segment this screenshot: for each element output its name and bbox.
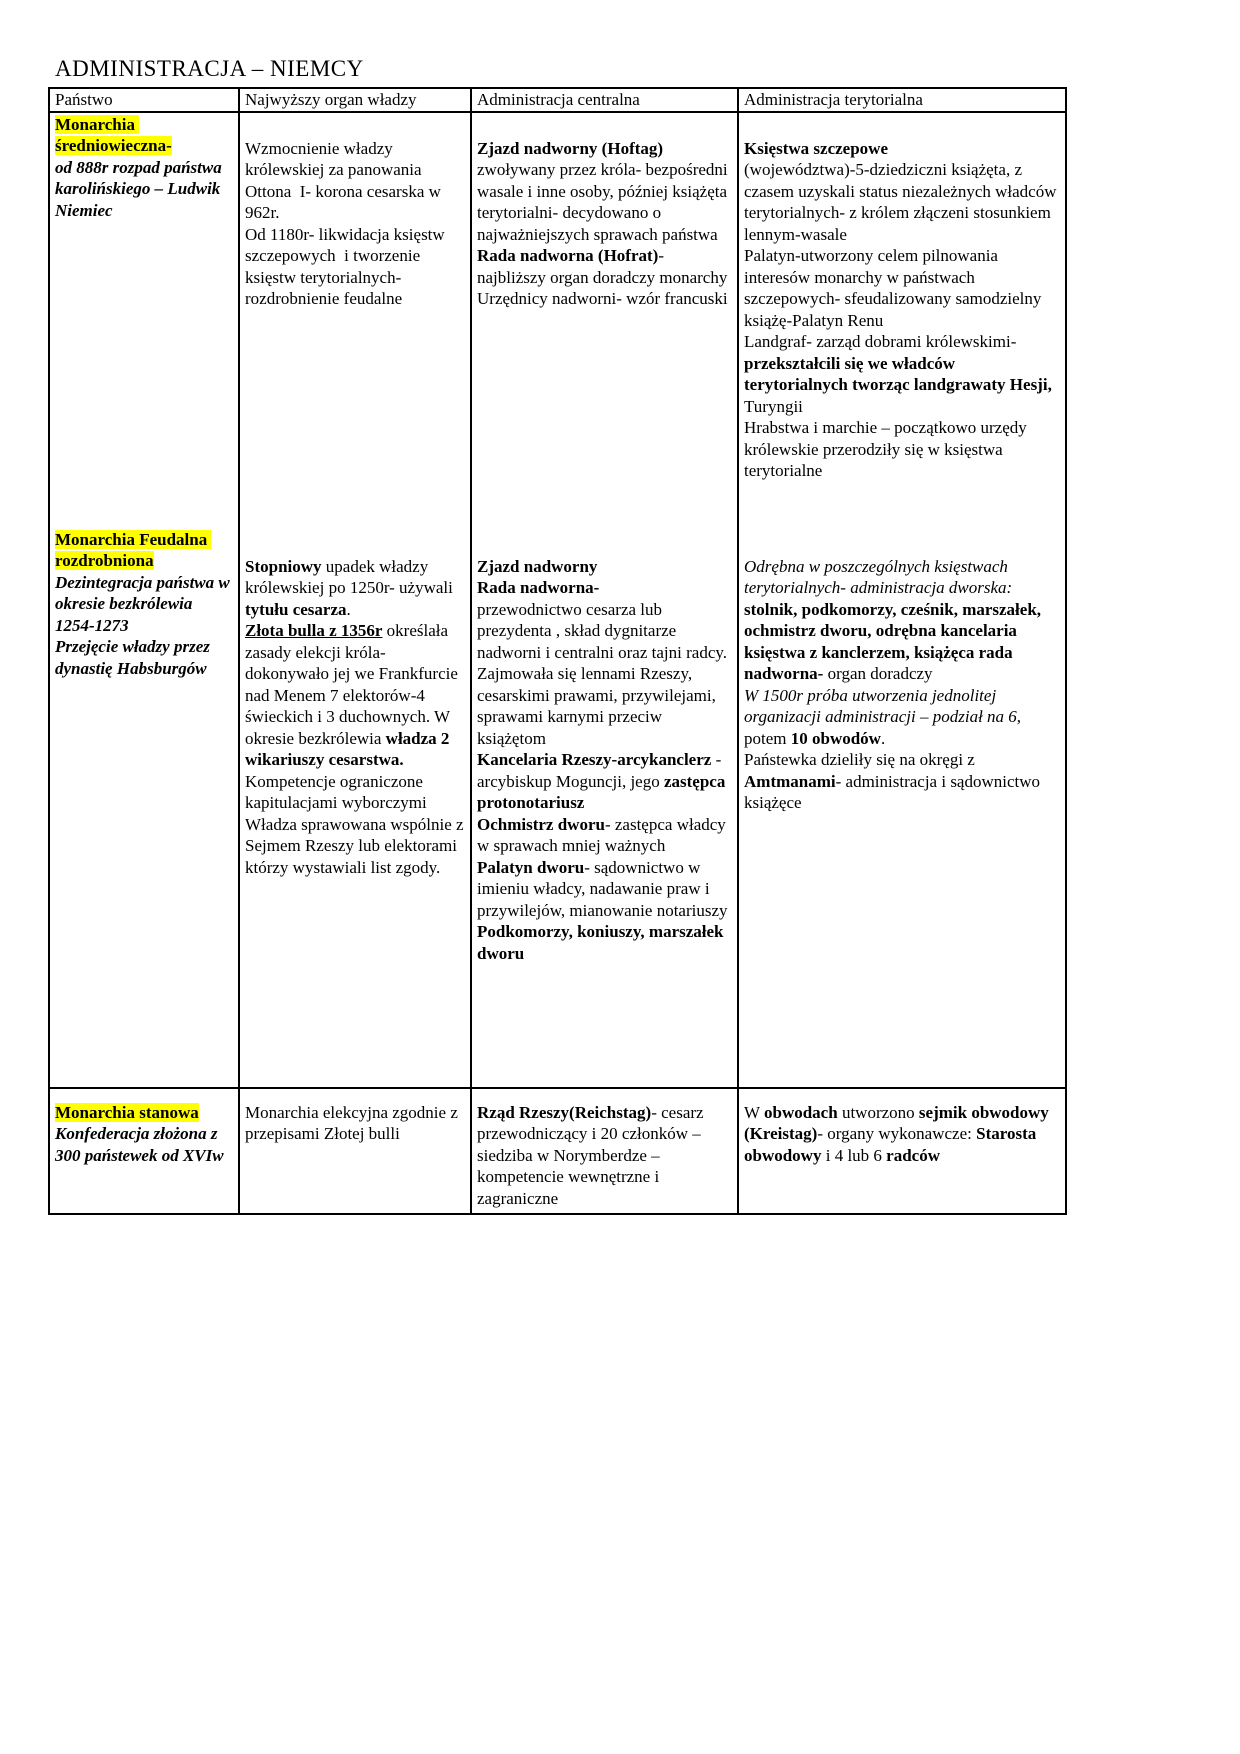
- cell-sredniowieczna-panstwo: Monarchia średniowieczna- od 888r rozpad państwa karolińskiego – Ludwik Niemiec: [49, 112, 239, 528]
- page-title: ADMINISTRACJA – NIEMCY: [55, 56, 364, 81]
- cell-stanowa-organ-wladzy: Monarchia elekcyjna zgodnie z przepisami Złotej bulli: [239, 1088, 471, 1214]
- cell-sredniowieczna-adm-centralna: Zjazd nadworny (Hoftag) zwoływany przez króla- bezpośredni wasale i inne osoby, później książęta terytorialni- decydowano o najważniejszych sprawach państwa Rada nadworna (Hofrat)-najbliższy organ doradczy monarchy Urzędnicy nadworni- wzór francuski: [471, 112, 738, 528]
- row-monarchia-sredniowieczna: [49, 112, 1066, 528]
- row-monarchia-feudalna: [49, 528, 1066, 1088]
- cell-feudalna-organ-wladzy: Stopniowy upadek władzy królewskiej po 1250r- używali tytułu cesarza. Złota bulla z 1356r określała zasady elekcji króla- dokonywało jej we Frankfurcie nad Menem 7 elektorów-4 świeckich i 3 duchownych. W okresie bezkrólewia władza 2 wikariuszy cesarstwa. Kompetencje ograniczone kapitulacjami wyborczymi Władza sprawowana wspólnie z Sejmem Rzeszy lub elektorami którzy wystawiali list zgody.: [239, 528, 471, 1088]
- column-header-panstwo: Państwo: [49, 88, 239, 112]
- cell-stanowa-panstwo: Monarchia stanowa Konfederacja złożona z 300 państewek od XVIw: [49, 1088, 239, 1214]
- cell-sredniowieczna-organ-wladzy: Wzmocnienie władzy królewskiej za panowania Ottona I- korona cesarska w 962r. Od 1180r- likwidacja księstw szczepowych i tworzenie księstw terytorialnych- rozdrobnienie feudalne: [239, 112, 471, 528]
- admin-table: [48, 87, 1067, 1215]
- cell-stanowa-adm-centralna: Rząd Rzeszy(Reichstag)- cesarz przewodniczący i 20 członków – siedziba w Norymberdze – kompetencie wewnętrzne i zagraniczne: [471, 1088, 738, 1214]
- column-header-administracja-terytorialna: Administracja terytorialna: [738, 88, 1066, 112]
- cell-feudalna-adm-centralna: Zjazd nadworny Rada nadworna- przewodnictwo cesarza lub prezydenta , skład dygnitarze nadworni i centralni oraz tajni radcy. Zajmowała się lennami Rzeszy, cesarskimi prawami, przywilejami, sprawami karnymi przeciw książętom Kancelaria Rzeszy-arcykanclerz - arcybiskup Moguncji, jego zastępca protonotariusz Ochmistrz dworu- zastępca władcy w sprawach mniej ważnych Palatyn dworu- sądownictwo w imieniu władcy, nadawanie praw i przywilejów, mianowanie notariuszy Podkomorzy, koniuszy, marszałek dworu: [471, 528, 738, 1088]
- header-row: [49, 88, 1066, 112]
- column-header-administracja-centralna: Administracja centralna: [471, 88, 738, 112]
- cell-stanowa-adm-terytorialna: W obwodach utworzono sejmik obwodowy (Kreistag)- organy wykonawcze: Starosta obwodowy i 4 lub 6 radców: [738, 1088, 1066, 1214]
- column-header-najwyzszy-organ: Najwyższy organ władzy: [239, 88, 471, 112]
- cell-sredniowieczna-adm-terytorialna: Księstwa szczepowe (województwa)-5-dziedziczni książęta, z czasem uzyskali status niezależnych władców terytorialnych- z królem złączeni stosunkiem lennym-wasale Palatyn-utworzony celem pilnowania interesów monarchy w państwach szczepowych- sfeudalizowany samodzielny książę-Palatyn Renu Landgraf- zarząd dobrami królewskimi-przekształcili się we władców terytorialnych tworząc landgrawaty Hesji, Turyngii Hrabstwa i marchie – początkowo urzędy królewskie przerodziły się w księstwa terytorialne: [738, 112, 1066, 528]
- row-monarchia-stanowa: [49, 1088, 1066, 1214]
- cell-feudalna-panstwo: Monarchia Feudalna rozdrobniona Dezintegracja państwa w okresie bezkrólewia 1254-1273 Przejęcie władzy przez dynastię Habsburgów: [49, 528, 239, 1088]
- cell-feudalna-adm-terytorialna: Odrębna w poszczególnych księstwach terytorialnych- administracja dworska: stolnik, podkomorzy, cześnik, marszałek, ochmistrz dworu, odrębna kancelaria księstwa z kanclerzem, książęca rada nadworna- organ doradczy W 1500r próba utworzenia jednolitej organizacji administracji – podział na 6, potem 10 obwodów. Państewka dzieliły się na okręgi z Amtmanami- administracja i sądownictwo książęce: [738, 528, 1066, 1088]
